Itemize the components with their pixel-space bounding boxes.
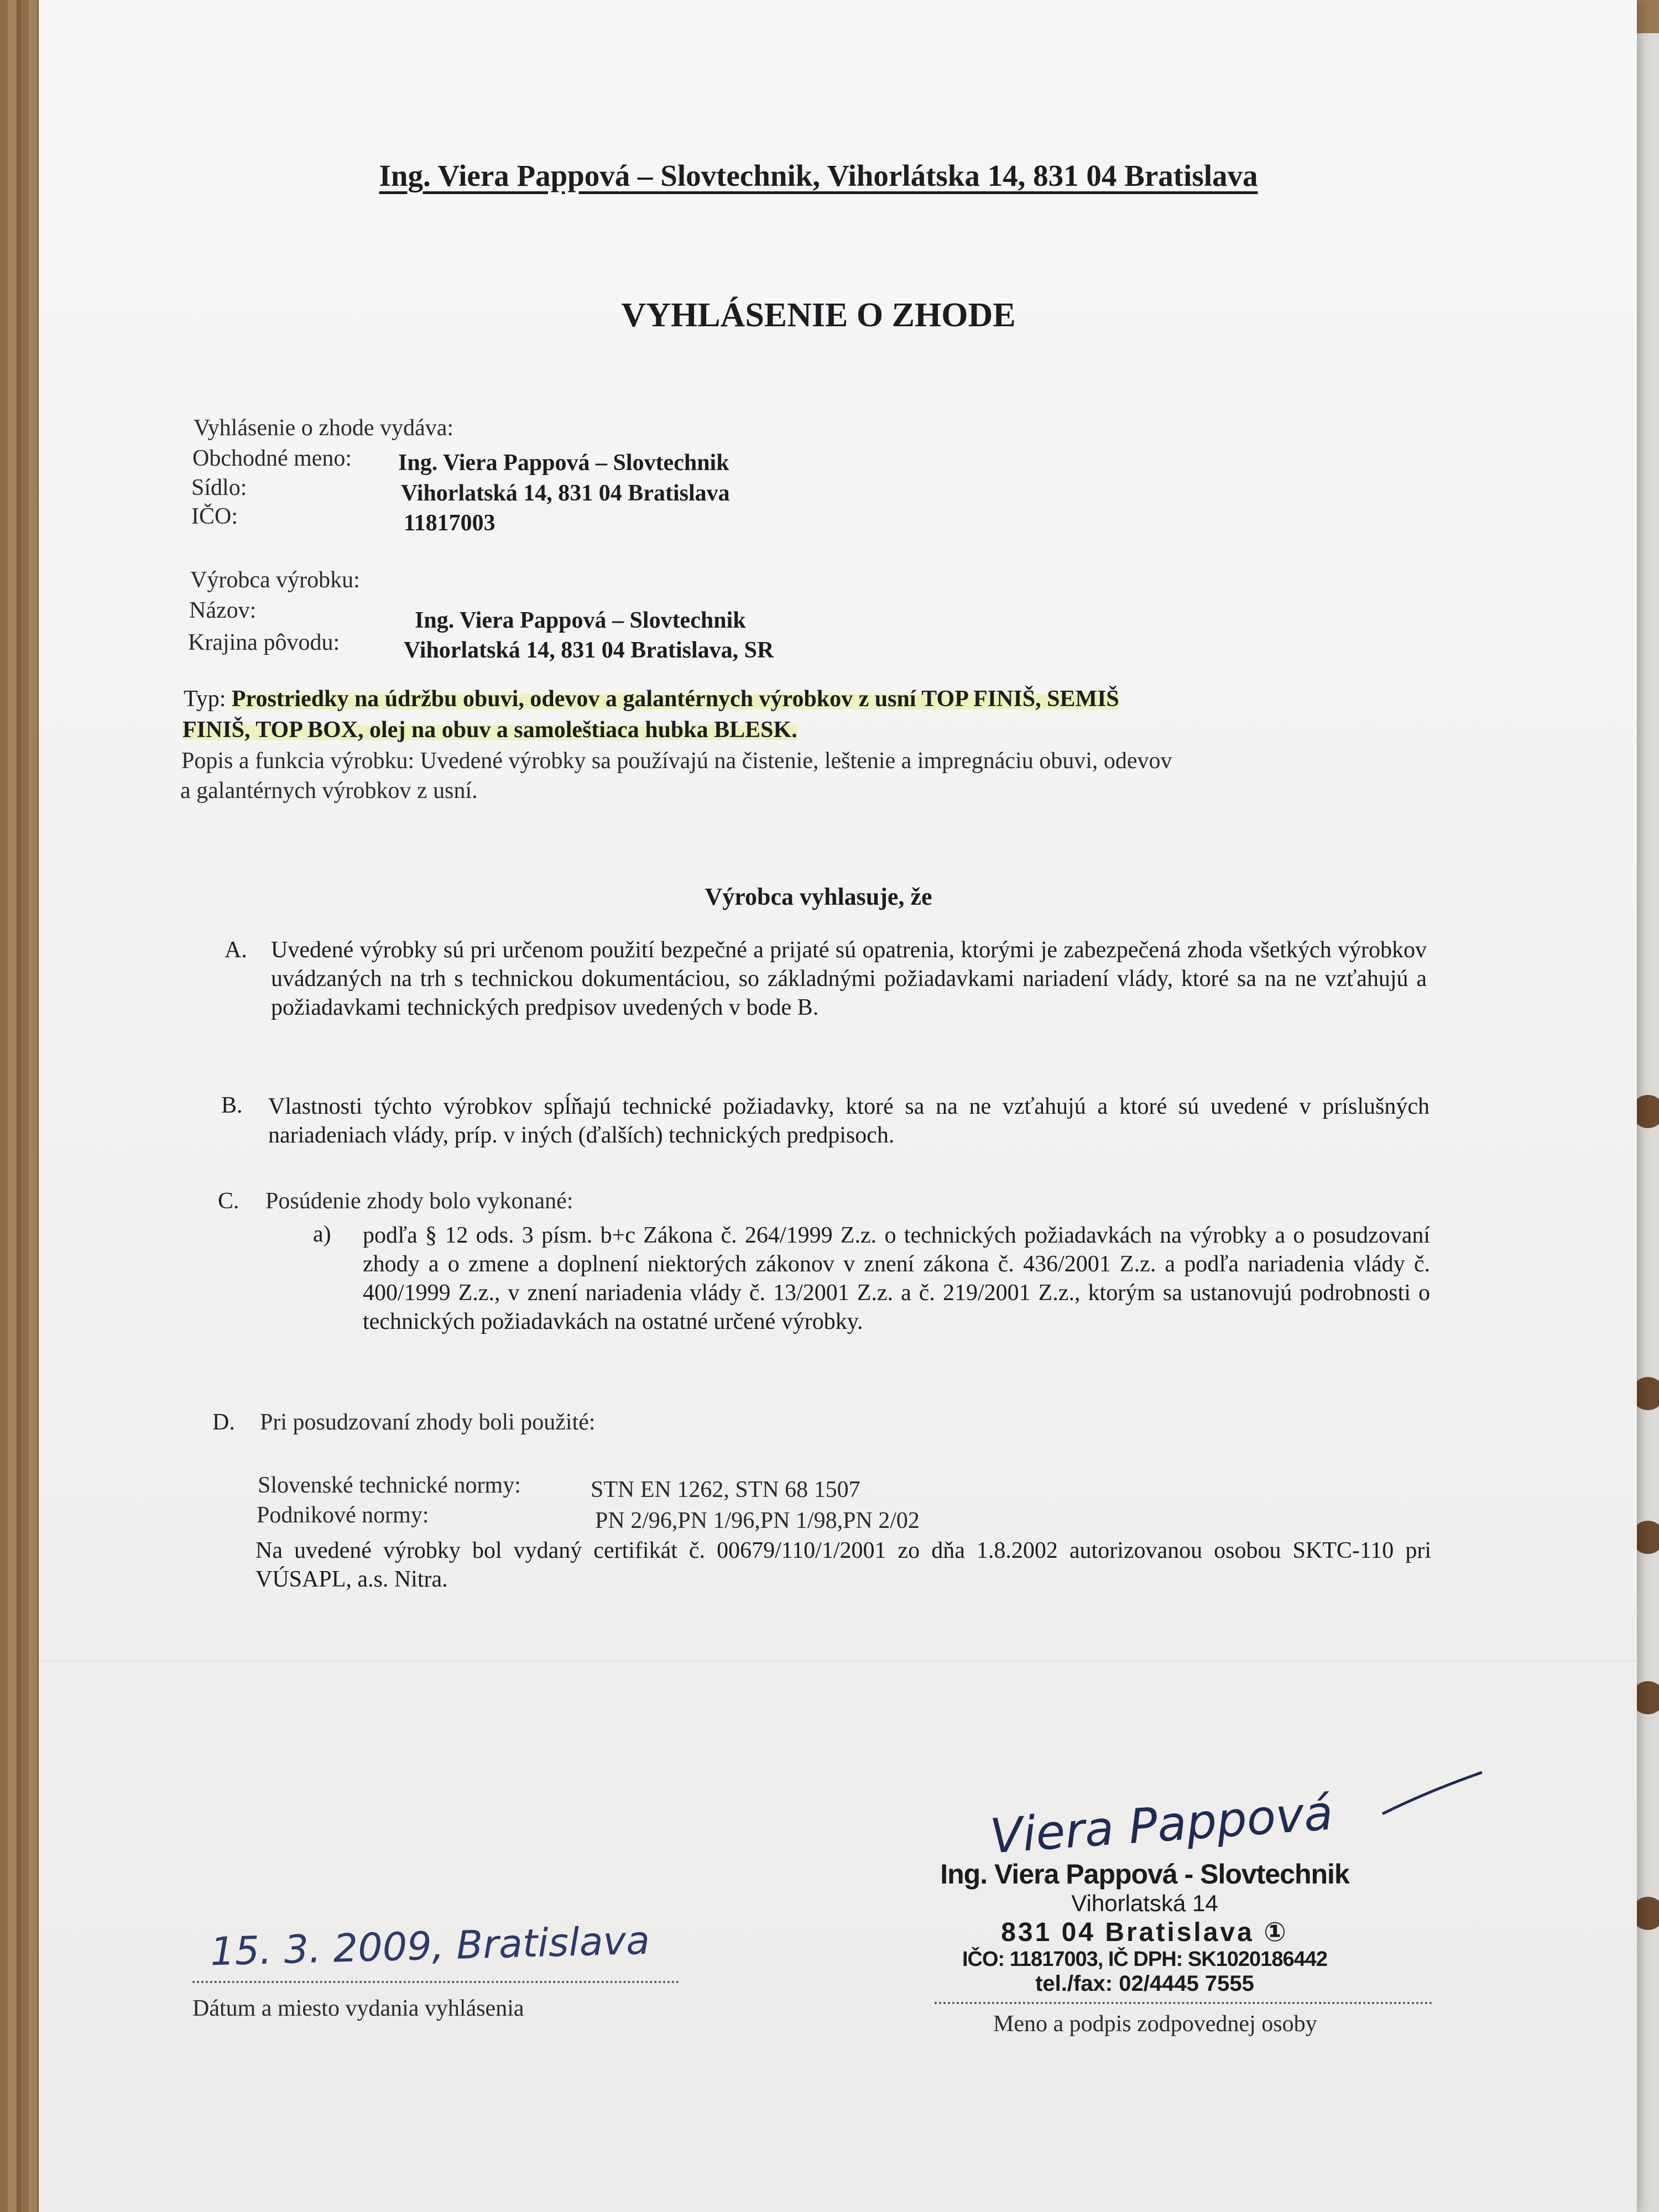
item-c-sub-text: podľa § 12 ods. 3 písm. b+c Zákona č. 264/1999 Z.z. o technických požiadavkách na výrobky a o posudzovaní zhody a o zmene a doplnení niektorých zákonov v znení zákona č. 436/2001 Z.z. a podľa nariadenia vlády č. 400/1999 Z.z., v znení nariadenia vlády č. 13/2001 Z.z. a č. 219/2001 Z.z., ktorým sa ustanovujú podrobnosti o technických požiadavkách na ostatné určené výrobky.: [363, 1223, 1430, 1334]
product-type-line-2: [182, 717, 797, 743]
product-type-line-1: [184, 686, 1119, 712]
item-d-letter: D.: [212, 1410, 235, 1435]
product-type-value-2: FINIŠ, TOP BOX, olej na obuv a samoleštiaca hubka BLESK.: [182, 717, 797, 743]
issuer-name-value: Ing. Viera Pappová – Slovtechnik: [398, 450, 729, 476]
signature-dotted-line: [935, 2002, 1432, 2004]
paper-crease: [39, 1659, 1637, 1662]
item-c-sub-letter: a): [313, 1222, 331, 1247]
document-title: VYHLÁSENIE O ZHODE: [621, 296, 1016, 334]
item-d-text: Pri posudzovaní zhody boli použité:: [260, 1410, 596, 1435]
handwritten-date-place: 15. 3. 2009, Bratislava: [210, 1917, 650, 1975]
handwritten-signature: Viera Pappová: [988, 1785, 1335, 1865]
manufacturer-country-label: Krajina pôvodu:: [188, 630, 340, 655]
declaration-heading: Výrobca vyhlasuje, že: [705, 883, 932, 910]
issuer-ico-value: 11817003: [404, 510, 495, 536]
manufacturer-country-value: Vihorlatská 14, 831 04 Bratislava, SR: [404, 638, 774, 663]
company-norms-label: Podnikové normy:: [257, 1503, 429, 1528]
issuer-seat-label: Sídlo:: [191, 475, 247, 500]
product-description-line-2: a galantérnych výrobkov z usní.: [180, 778, 478, 804]
national-norms-value: STN EN 1262, STN 68 1507: [591, 1477, 860, 1503]
company-header: Ing. Viera Pappová – Slovtechnik, Vihorlátska 14, 831 04 Bratislava: [379, 159, 1258, 192]
national-norms-label: Slovenské technické normy:: [258, 1473, 521, 1498]
item-c-text: Posúdenie zhody bolo vykonané:: [265, 1188, 573, 1214]
certificate-text: Na uvedené výrobky bol vydaný certifikát č. 00679/110/1/2001 zo dňa 1.8.2002 autorizovanou osobou SKTC-110 pri VÚSAPL, a.s. Nitra.: [255, 1538, 1431, 1592]
product-description-line-1: Popis a funkcia výrobku: Uvedené výrobky sa používajú na čistenie, leštenie a impregnáciu obuvi, odevov: [181, 748, 1172, 774]
product-type-value-1: Prostriedky na údržbu obuvi, odevov a galantérnych výrobkov z usní TOP FINIŠ, SEMIŠ: [231, 686, 1119, 712]
manufacturer-intro: Výrobca výrobku:: [190, 567, 360, 593]
item-a-text: Uvedené výrobky sú pri určenom použití bezpečné a prijaté sú opatrenia, ktorými je zabezpečená zhoda všetkých výrobkov uvádzaných na trh s technickou dokumentáciou, so základnými požiadavkami nariadení vlády, ktoré sa na ne vzťahujú a požiadavkami technických predpisov uvedených v bode B.: [271, 937, 1427, 1020]
item-b-text: Vlastnosti týchto výrobkov spĺňajú technické požiadavky, ktoré sa na ne vzťahujú a ktoré sú uvedené v príslušných nariadeniach vlády, príp. v iných (ďalších) technických predpisoch.: [268, 1094, 1430, 1148]
manufacturer-name-value: Ing. Viera Pappová – Slovtechnik: [415, 608, 746, 633]
issuer-ico-label: IČO:: [191, 504, 238, 529]
item-a-letter: A.: [225, 937, 247, 963]
item-c-letter: C.: [218, 1188, 239, 1214]
issuer-name-label: Obchodné meno:: [192, 446, 352, 471]
stamp-street: Vihorlatská 14: [1071, 1890, 1218, 1916]
document-page: [39, 0, 1637, 2212]
signature-flourish: [1377, 1770, 1488, 1819]
stamp-phone: tel./fax: 02/4445 7555: [1035, 1971, 1254, 1996]
stamp-city: 831 04 Bratislava ①: [1001, 1918, 1288, 1947]
issuer-intro: Vyhlásenie o zhode vydáva:: [194, 415, 454, 441]
item-b-letter: B.: [221, 1093, 243, 1118]
company-norms-value: PN 2/96,PN 1/96,PN 1/98,PN 2/02: [595, 1508, 920, 1533]
date-place-label: Dátum a miesto vydania vyhlásenia: [192, 1996, 524, 2021]
issuer-seat-value: Vihorlatská 14, 831 04 Bratislava: [401, 481, 730, 506]
stamp-ids: IČO: 11817003, IČ DPH: SK1020186442: [962, 1948, 1327, 1971]
stamp-company-name: Ing. Viera Pappová - Slovtechnik: [940, 1859, 1349, 1890]
product-type-label: Typ:: [184, 686, 226, 712]
company-stamp: [901, 1858, 1388, 1996]
manufacturer-name-label: Názov:: [189, 598, 257, 623]
date-dotted-line: [192, 1981, 679, 1983]
signature-label: Meno a podpis zodpovednej osoby: [993, 2011, 1317, 2037]
